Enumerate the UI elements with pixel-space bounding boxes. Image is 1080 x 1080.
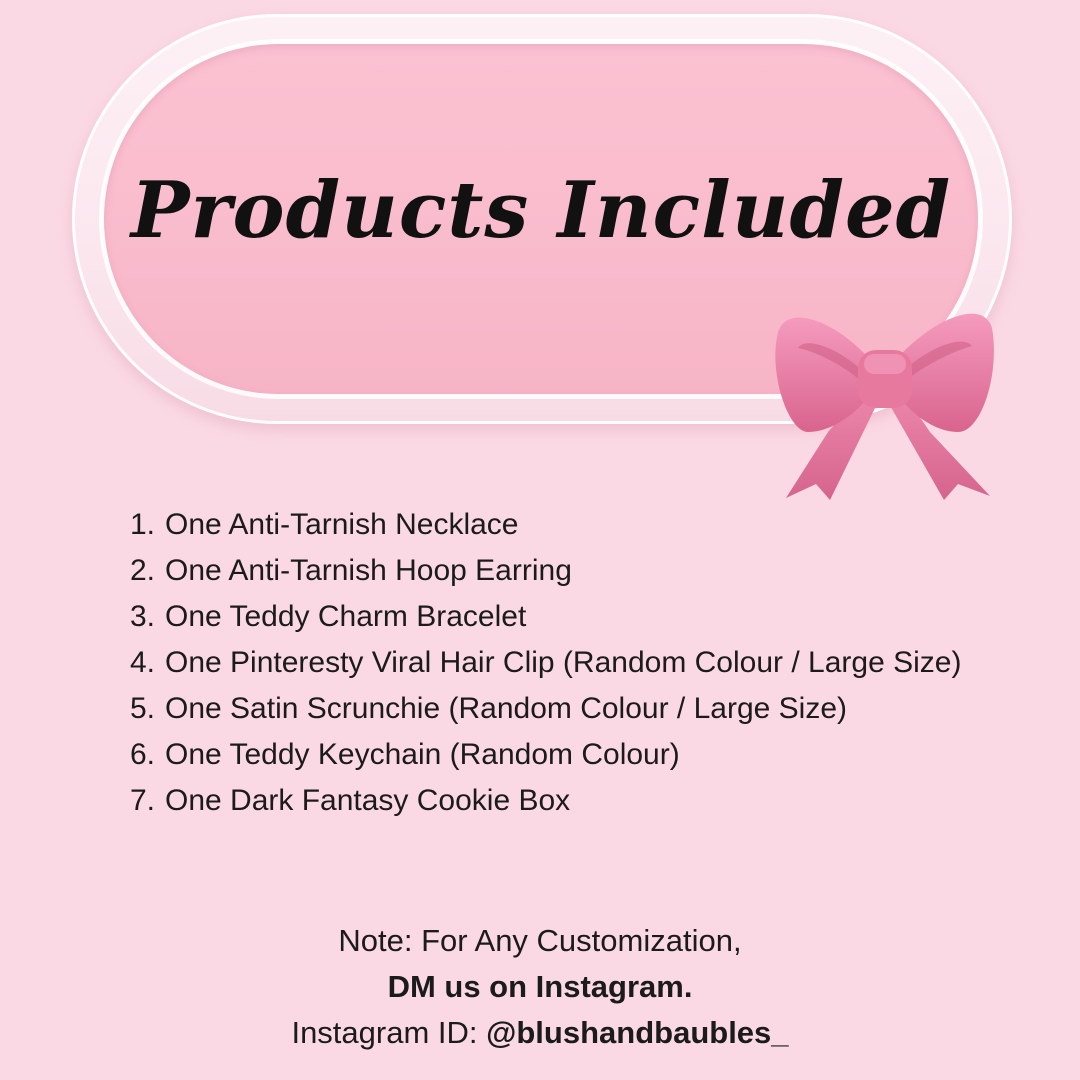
note-line: Note: For Any Customization, <box>338 923 742 958</box>
instagram-handle: @blushandbaubles_ <box>486 1015 789 1050</box>
instagram-label: Instagram ID: <box>291 1015 487 1050</box>
product-list <box>130 502 1000 824</box>
list-item <box>130 732 1000 778</box>
list-item-number: 3. <box>130 600 156 633</box>
list-item-number: 2. <box>130 554 156 587</box>
list-item-text: One Anti-Tarnish Necklace <box>165 508 519 541</box>
list-item-text: One Satin Scrunchie (Random Colour / Large Size) <box>165 692 848 725</box>
list-item <box>130 594 1000 640</box>
list-item <box>130 502 1000 548</box>
list-item-number: 4. <box>130 646 156 679</box>
instagram-line <box>0 1010 1080 1056</box>
list-item-text: One Teddy Charm Bracelet <box>165 600 527 633</box>
list-item-text: One Anti-Tarnish Hoop Earring <box>165 554 572 587</box>
list-item <box>130 778 1000 824</box>
bow-icon <box>768 292 1000 504</box>
list-item <box>130 640 1000 686</box>
list-item-number: 6. <box>130 738 156 771</box>
list-item-number: 5. <box>130 692 156 725</box>
list-item-text: One Teddy Keychain (Random Colour) <box>165 738 680 771</box>
list-item-number: 7. <box>130 784 156 817</box>
list-item-number: 1. <box>130 508 156 541</box>
list-item <box>130 686 1000 732</box>
note-dm-line: DM us on Instagram. <box>387 969 693 1004</box>
list-item <box>130 548 1000 594</box>
list-item-text: One Pinteresty Viral Hair Clip (Random Colour / Large Size) <box>165 646 962 679</box>
list-item-text: One Dark Fantasy Cookie Box <box>165 784 571 817</box>
customization-note <box>0 918 1080 1056</box>
page-title: Products Included <box>130 165 952 256</box>
